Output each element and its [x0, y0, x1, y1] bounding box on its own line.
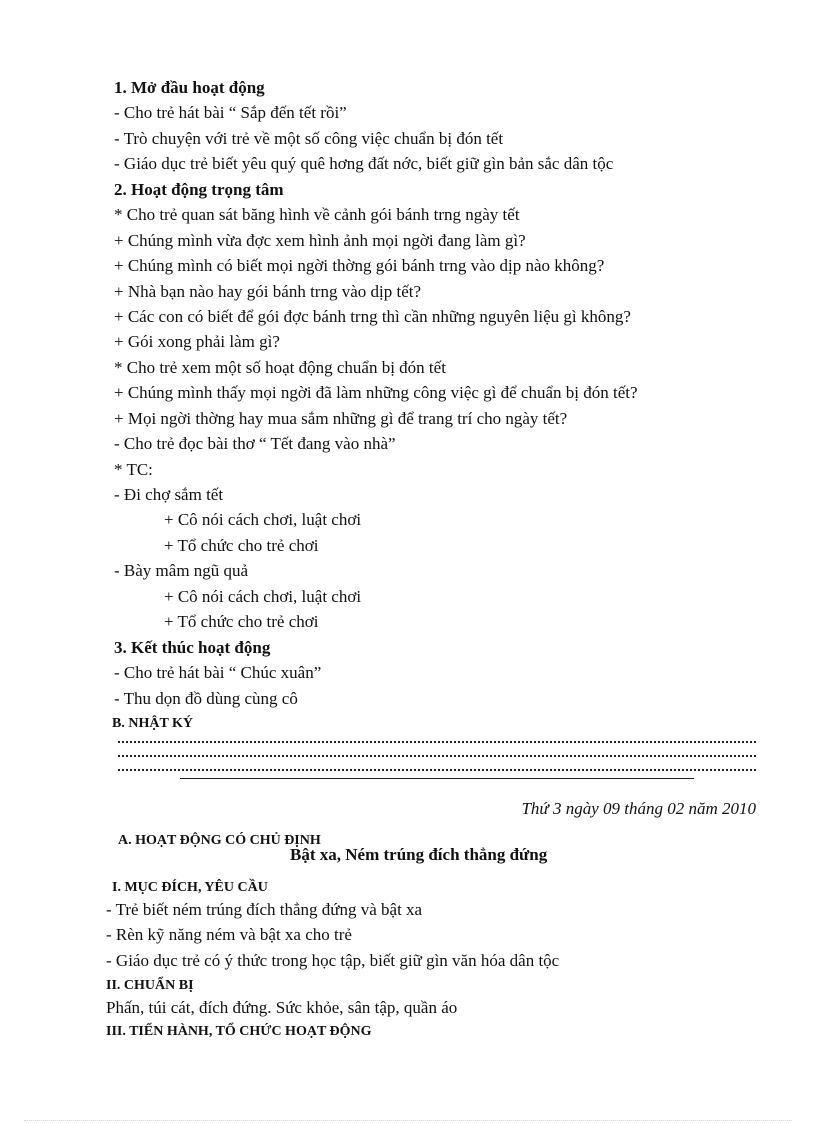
section-1-heading: 1. Mở đầu hoạt động: [114, 78, 265, 97]
section-2-line: * Cho trẻ quan sát băng hình về cảnh gói bánh trng ngày tết: [114, 205, 520, 224]
section-2-line: + Các con có biết để gói đợc bánh trng thì cần những nguyên liệu gì không?: [114, 307, 631, 326]
part-i-line: - Rèn kỹ năng ném và bật xa cho trẻ: [106, 925, 352, 944]
section-2-line: + Tổ chức cho trẻ chơi: [164, 536, 319, 555]
section-2-line: - Đi chợ sắm tết: [114, 485, 224, 504]
diary-heading: B. NHẬT KÝ: [112, 716, 194, 731]
divider-rule: [180, 778, 694, 779]
section-2-line: + Chúng mình có biết mọi ngời thờng gói bánh trng vào dịp nào không?: [114, 256, 605, 275]
section-1-line: - Trò chuyện với trẻ về một số công việc chuẩn bị đón tết: [114, 129, 504, 148]
section-3-heading: 3. Kết thúc hoạt động: [114, 638, 271, 657]
part-iii-heading: III. TIẾN HÀNH, TỔ CHỨC HOẠT ĐỘNG: [106, 1024, 372, 1039]
footer-dotted-line: [24, 1120, 792, 1121]
lesson-title: Bật xa, Ném trúng đích thẳng đứng: [290, 845, 548, 864]
part-ii-line: Phấn, túi cát, đích đứng. Sức khỏe, sân tập, quần áo: [106, 998, 458, 1017]
section-2-line: + Nhà bạn nào hay gói bánh trng vào dịp tết?: [114, 282, 422, 301]
section-2-line: * TC:: [114, 460, 153, 479]
section-2-line: + Chúng mình vừa đợc xem hình ảnh mọi ngời đang làm gì?: [114, 231, 526, 250]
section-3-line: - Thu dọn đồ dùng cùng cô: [114, 689, 298, 708]
section-3-line: - Cho trẻ hát bài “ Chúc xuân”: [114, 663, 322, 682]
section-2-line: + Cô nói cách chơi, luật chơi: [164, 510, 362, 529]
section-2-line: + Chúng mình thấy mọi ngời đã làm những công việc gì để chuẩn bị đón tết?: [114, 383, 638, 402]
diary-dotted-line: [118, 749, 756, 757]
part-i-line: - Giáo dục trẻ có ý thức trong học tập, biết giữ gìn văn hóa dân tộc: [106, 951, 560, 970]
diary-dotted-line: [118, 763, 756, 771]
part-ii-heading: II. CHUẨN BỊ: [106, 978, 194, 993]
section-2-line: + Cô nói cách chơi, luật chơi: [164, 587, 362, 606]
section-2-line: + Tổ chức cho trẻ chơi: [164, 612, 319, 631]
part-i-heading: I. MỤC ĐÍCH, YÊU CẦU: [112, 880, 268, 895]
diary-dotted-line: [118, 735, 756, 743]
section-1-line: - Cho trẻ hát bài “ Sắp đến tết rồi”: [114, 103, 347, 122]
section-2-line: - Cho trẻ đọc bài thơ “ Tết đang vào nhà”: [114, 434, 396, 453]
date-line: Thứ 3 ngày 09 tháng 02 năm 2010: [521, 799, 756, 818]
section-2-line: * Cho trẻ xem một số hoạt động chuẩn bị đón tết: [114, 358, 446, 377]
section-2-line: + Mọi ngời thờng hay mua sắm những gì để trang trí cho ngày tết?: [114, 409, 568, 428]
section-2-line: - Bày mâm ngũ quả: [114, 561, 249, 580]
section-2-heading: 2. Hoạt động trọng tâm: [114, 180, 284, 199]
part-i-line: - Trẻ biết ném trúng đích thẳng đứng và bật xa: [106, 900, 423, 919]
section-2-line: + Gói xong phải làm gì?: [114, 332, 280, 351]
section-1-line: - Giáo dục trẻ biết yêu quý quê hơng đất nớc, biết giữ gìn bản sắc dân tộc: [114, 154, 614, 173]
part-a-heading: A. HOẠT ĐỘNG CÓ CHỦ ĐỊNH: [118, 833, 321, 848]
